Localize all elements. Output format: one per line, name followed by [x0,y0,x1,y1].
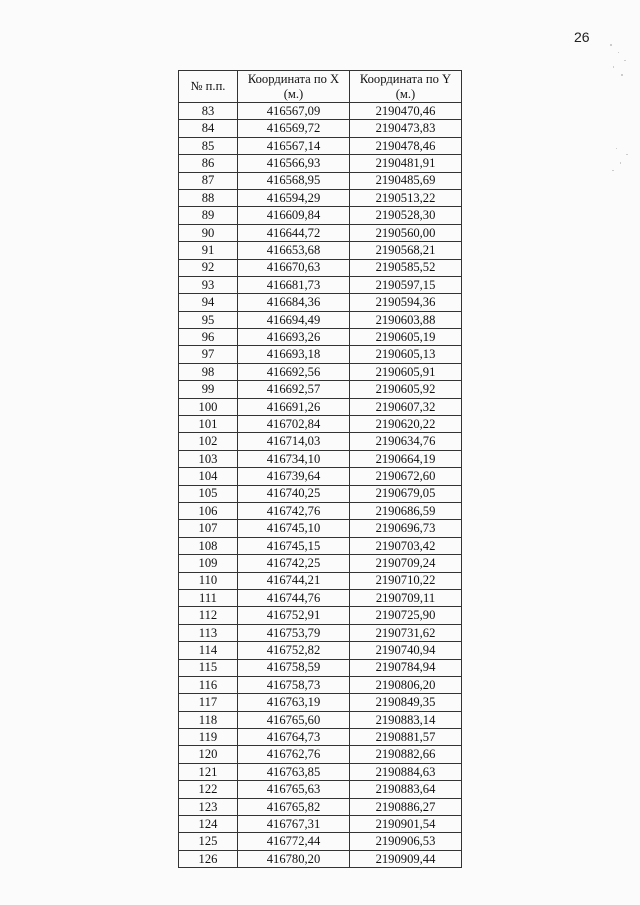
table-row [179,137,462,154]
cell-point-number: 103 [179,450,238,467]
cell-y-coordinate: 2190594,36 [350,294,462,311]
cell-point-number: 106 [179,502,238,519]
cell-y-coordinate: 2190696,73 [350,520,462,537]
table-row [179,207,462,224]
cell-y-coordinate: 2190585,52 [350,259,462,276]
cell-point-number: 92 [179,259,238,276]
cell-x-coordinate: 416644,72 [238,224,350,241]
cell-x-coordinate: 416594,29 [238,189,350,206]
table-row [179,485,462,502]
header-y-coordinate [350,71,462,103]
table-row [179,450,462,467]
cell-x-coordinate: 416745,10 [238,520,350,537]
cell-x-coordinate: 416765,82 [238,798,350,815]
cell-y-coordinate: 2190725,90 [350,607,462,624]
table-row [179,659,462,676]
cell-point-number: 85 [179,137,238,154]
cell-point-number: 91 [179,242,238,259]
cell-x-coordinate: 416758,73 [238,676,350,693]
cell-point-number: 88 [179,189,238,206]
cell-x-coordinate: 416739,64 [238,468,350,485]
cell-point-number: 114 [179,642,238,659]
table-row [179,416,462,433]
table-row [179,172,462,189]
cell-point-number: 125 [179,833,238,850]
cell-y-coordinate: 2190710,22 [350,572,462,589]
cell-y-coordinate: 2190731,62 [350,624,462,641]
table-row [179,711,462,728]
cell-point-number: 124 [179,816,238,833]
table-row [179,242,462,259]
table-row [179,433,462,450]
cell-y-coordinate: 2190884,63 [350,763,462,780]
table-row [179,694,462,711]
cell-x-coordinate: 416772,44 [238,833,350,850]
cell-point-number: 110 [179,572,238,589]
cell-x-coordinate: 416752,82 [238,642,350,659]
table-row [179,850,462,867]
cell-point-number: 122 [179,781,238,798]
cell-y-coordinate: 2190560,00 [350,224,462,241]
cell-x-coordinate: 416780,20 [238,850,350,867]
table-row [179,642,462,659]
table-row [179,746,462,763]
cell-y-coordinate: 2190886,27 [350,798,462,815]
cell-point-number: 121 [179,763,238,780]
cell-y-coordinate: 2190679,05 [350,485,462,502]
cell-y-coordinate: 2190883,64 [350,781,462,798]
cell-point-number: 109 [179,555,238,572]
header-y-title: Координата по Y [359,72,452,87]
cell-x-coordinate: 416609,84 [238,207,350,224]
cell-y-coordinate: 2190849,35 [350,694,462,711]
table-row [179,103,462,120]
table-row [179,329,462,346]
table-row [179,259,462,276]
cell-point-number: 83 [179,103,238,120]
table-row [179,398,462,415]
scan-artifact-specks [604,40,634,200]
cell-x-coordinate: 416691,26 [238,398,350,415]
cell-y-coordinate: 2190881,57 [350,729,462,746]
cell-point-number: 90 [179,224,238,241]
cell-x-coordinate: 416681,73 [238,276,350,293]
table-row [179,555,462,572]
cell-y-coordinate: 2190909,44 [350,850,462,867]
cell-point-number: 111 [179,589,238,606]
cell-x-coordinate: 416763,19 [238,694,350,711]
cell-x-coordinate: 416744,21 [238,572,350,589]
cell-point-number: 117 [179,694,238,711]
table-row [179,520,462,537]
table-row [179,276,462,293]
cell-y-coordinate: 2190686,59 [350,502,462,519]
cell-point-number: 112 [179,607,238,624]
cell-point-number: 108 [179,537,238,554]
table-row [179,781,462,798]
cell-y-coordinate: 2190568,21 [350,242,462,259]
cell-point-number: 84 [179,120,238,137]
cell-point-number: 98 [179,363,238,380]
header-x-coordinate [238,71,350,103]
cell-y-coordinate: 2190605,19 [350,329,462,346]
cell-point-number: 93 [179,276,238,293]
cell-x-coordinate: 416714,03 [238,433,350,450]
cell-y-coordinate: 2190528,30 [350,207,462,224]
cell-y-coordinate: 2190473,83 [350,120,462,137]
cell-x-coordinate: 416693,26 [238,329,350,346]
cell-x-coordinate: 416763,85 [238,763,350,780]
cell-point-number: 105 [179,485,238,502]
table-row [179,676,462,693]
cell-x-coordinate: 416567,14 [238,137,350,154]
cell-x-coordinate: 416765,63 [238,781,350,798]
cell-y-coordinate: 2190709,24 [350,555,462,572]
table-row [179,537,462,554]
cell-x-coordinate: 416702,84 [238,416,350,433]
cell-x-coordinate: 416670,63 [238,259,350,276]
cell-y-coordinate: 2190607,32 [350,398,462,415]
cell-x-coordinate: 416569,72 [238,120,350,137]
cell-y-coordinate: 2190478,46 [350,137,462,154]
cell-y-coordinate: 2190906,53 [350,833,462,850]
cell-y-coordinate: 2190634,76 [350,433,462,450]
cell-y-coordinate: 2190513,22 [350,189,462,206]
cell-x-coordinate: 416742,25 [238,555,350,572]
table-row [179,589,462,606]
cell-y-coordinate: 2190605,91 [350,363,462,380]
cell-y-coordinate: 2190470,46 [350,103,462,120]
cell-point-number: 94 [179,294,238,311]
cell-point-number: 113 [179,624,238,641]
cell-x-coordinate: 416742,76 [238,502,350,519]
cell-point-number: 87 [179,172,238,189]
cell-x-coordinate: 416567,09 [238,103,350,120]
table-row [179,381,462,398]
cell-point-number: 95 [179,311,238,328]
cell-point-number: 104 [179,468,238,485]
cell-x-coordinate: 416745,15 [238,537,350,554]
cell-x-coordinate: 416752,91 [238,607,350,624]
cell-y-coordinate: 2190883,14 [350,711,462,728]
cell-y-coordinate: 2190784,94 [350,659,462,676]
cell-y-coordinate: 2190603,88 [350,311,462,328]
header-point-number [179,71,238,103]
table-body [179,103,462,868]
table-row [179,833,462,850]
cell-y-coordinate: 2190703,42 [350,537,462,554]
table-row [179,468,462,485]
table-row [179,294,462,311]
cell-x-coordinate: 416653,68 [238,242,350,259]
cell-point-number: 97 [179,346,238,363]
cell-point-number: 118 [179,711,238,728]
table-row [179,798,462,815]
cell-x-coordinate: 416734,10 [238,450,350,467]
cell-x-coordinate: 416692,56 [238,363,350,380]
cell-x-coordinate: 416744,76 [238,589,350,606]
table-row [179,729,462,746]
cell-x-coordinate: 416693,18 [238,346,350,363]
header-x-title: Координата по X [247,72,340,87]
cell-x-coordinate: 416767,31 [238,816,350,833]
cell-x-coordinate: 416568,95 [238,172,350,189]
cell-point-number: 107 [179,520,238,537]
cell-y-coordinate: 2190605,92 [350,381,462,398]
cell-y-coordinate: 2190806,20 [350,676,462,693]
cell-x-coordinate: 416758,59 [238,659,350,676]
cell-point-number: 119 [179,729,238,746]
cell-point-number: 126 [179,850,238,867]
cell-y-coordinate: 2190740,94 [350,642,462,659]
table-row [179,346,462,363]
cell-y-coordinate: 2190481,91 [350,155,462,172]
cell-x-coordinate: 416694,49 [238,311,350,328]
cell-y-coordinate: 2190485,69 [350,172,462,189]
cell-point-number: 100 [179,398,238,415]
cell-x-coordinate: 416762,76 [238,746,350,763]
cell-point-number: 101 [179,416,238,433]
cell-point-number: 96 [179,329,238,346]
table-row [179,572,462,589]
page-number: 26 [574,29,590,45]
cell-y-coordinate: 2190901,54 [350,816,462,833]
cell-point-number: 123 [179,798,238,815]
cell-y-coordinate: 2190664,19 [350,450,462,467]
table-row [179,607,462,624]
cell-point-number: 120 [179,746,238,763]
table-header-row [179,71,462,103]
table-row [179,120,462,137]
table-row [179,816,462,833]
cell-x-coordinate: 416740,25 [238,485,350,502]
table-row [179,502,462,519]
coordinates-table [178,70,462,868]
table-row [179,624,462,641]
cell-x-coordinate: 416765,60 [238,711,350,728]
header-x-unit: (м.) [283,86,304,101]
cell-x-coordinate: 416753,79 [238,624,350,641]
cell-y-coordinate: 2190709,11 [350,589,462,606]
cell-x-coordinate: 416692,57 [238,381,350,398]
cell-point-number: 86 [179,155,238,172]
header-y-unit: (м.) [395,86,416,101]
table-row [179,763,462,780]
cell-point-number: 115 [179,659,238,676]
cell-y-coordinate: 2190882,66 [350,746,462,763]
cell-y-coordinate: 2190605,13 [350,346,462,363]
cell-y-coordinate: 2190672,60 [350,468,462,485]
cell-y-coordinate: 2190597,15 [350,276,462,293]
cell-x-coordinate: 416684,36 [238,294,350,311]
cell-point-number: 102 [179,433,238,450]
table-row [179,155,462,172]
table-row [179,189,462,206]
header-point-number-label: № п.п. [190,79,226,94]
table-row [179,224,462,241]
cell-point-number: 116 [179,676,238,693]
table-row [179,363,462,380]
cell-y-coordinate: 2190620,22 [350,416,462,433]
cell-point-number: 99 [179,381,238,398]
table-row [179,311,462,328]
cell-point-number: 89 [179,207,238,224]
cell-x-coordinate: 416764,73 [238,729,350,746]
cell-x-coordinate: 416566,93 [238,155,350,172]
